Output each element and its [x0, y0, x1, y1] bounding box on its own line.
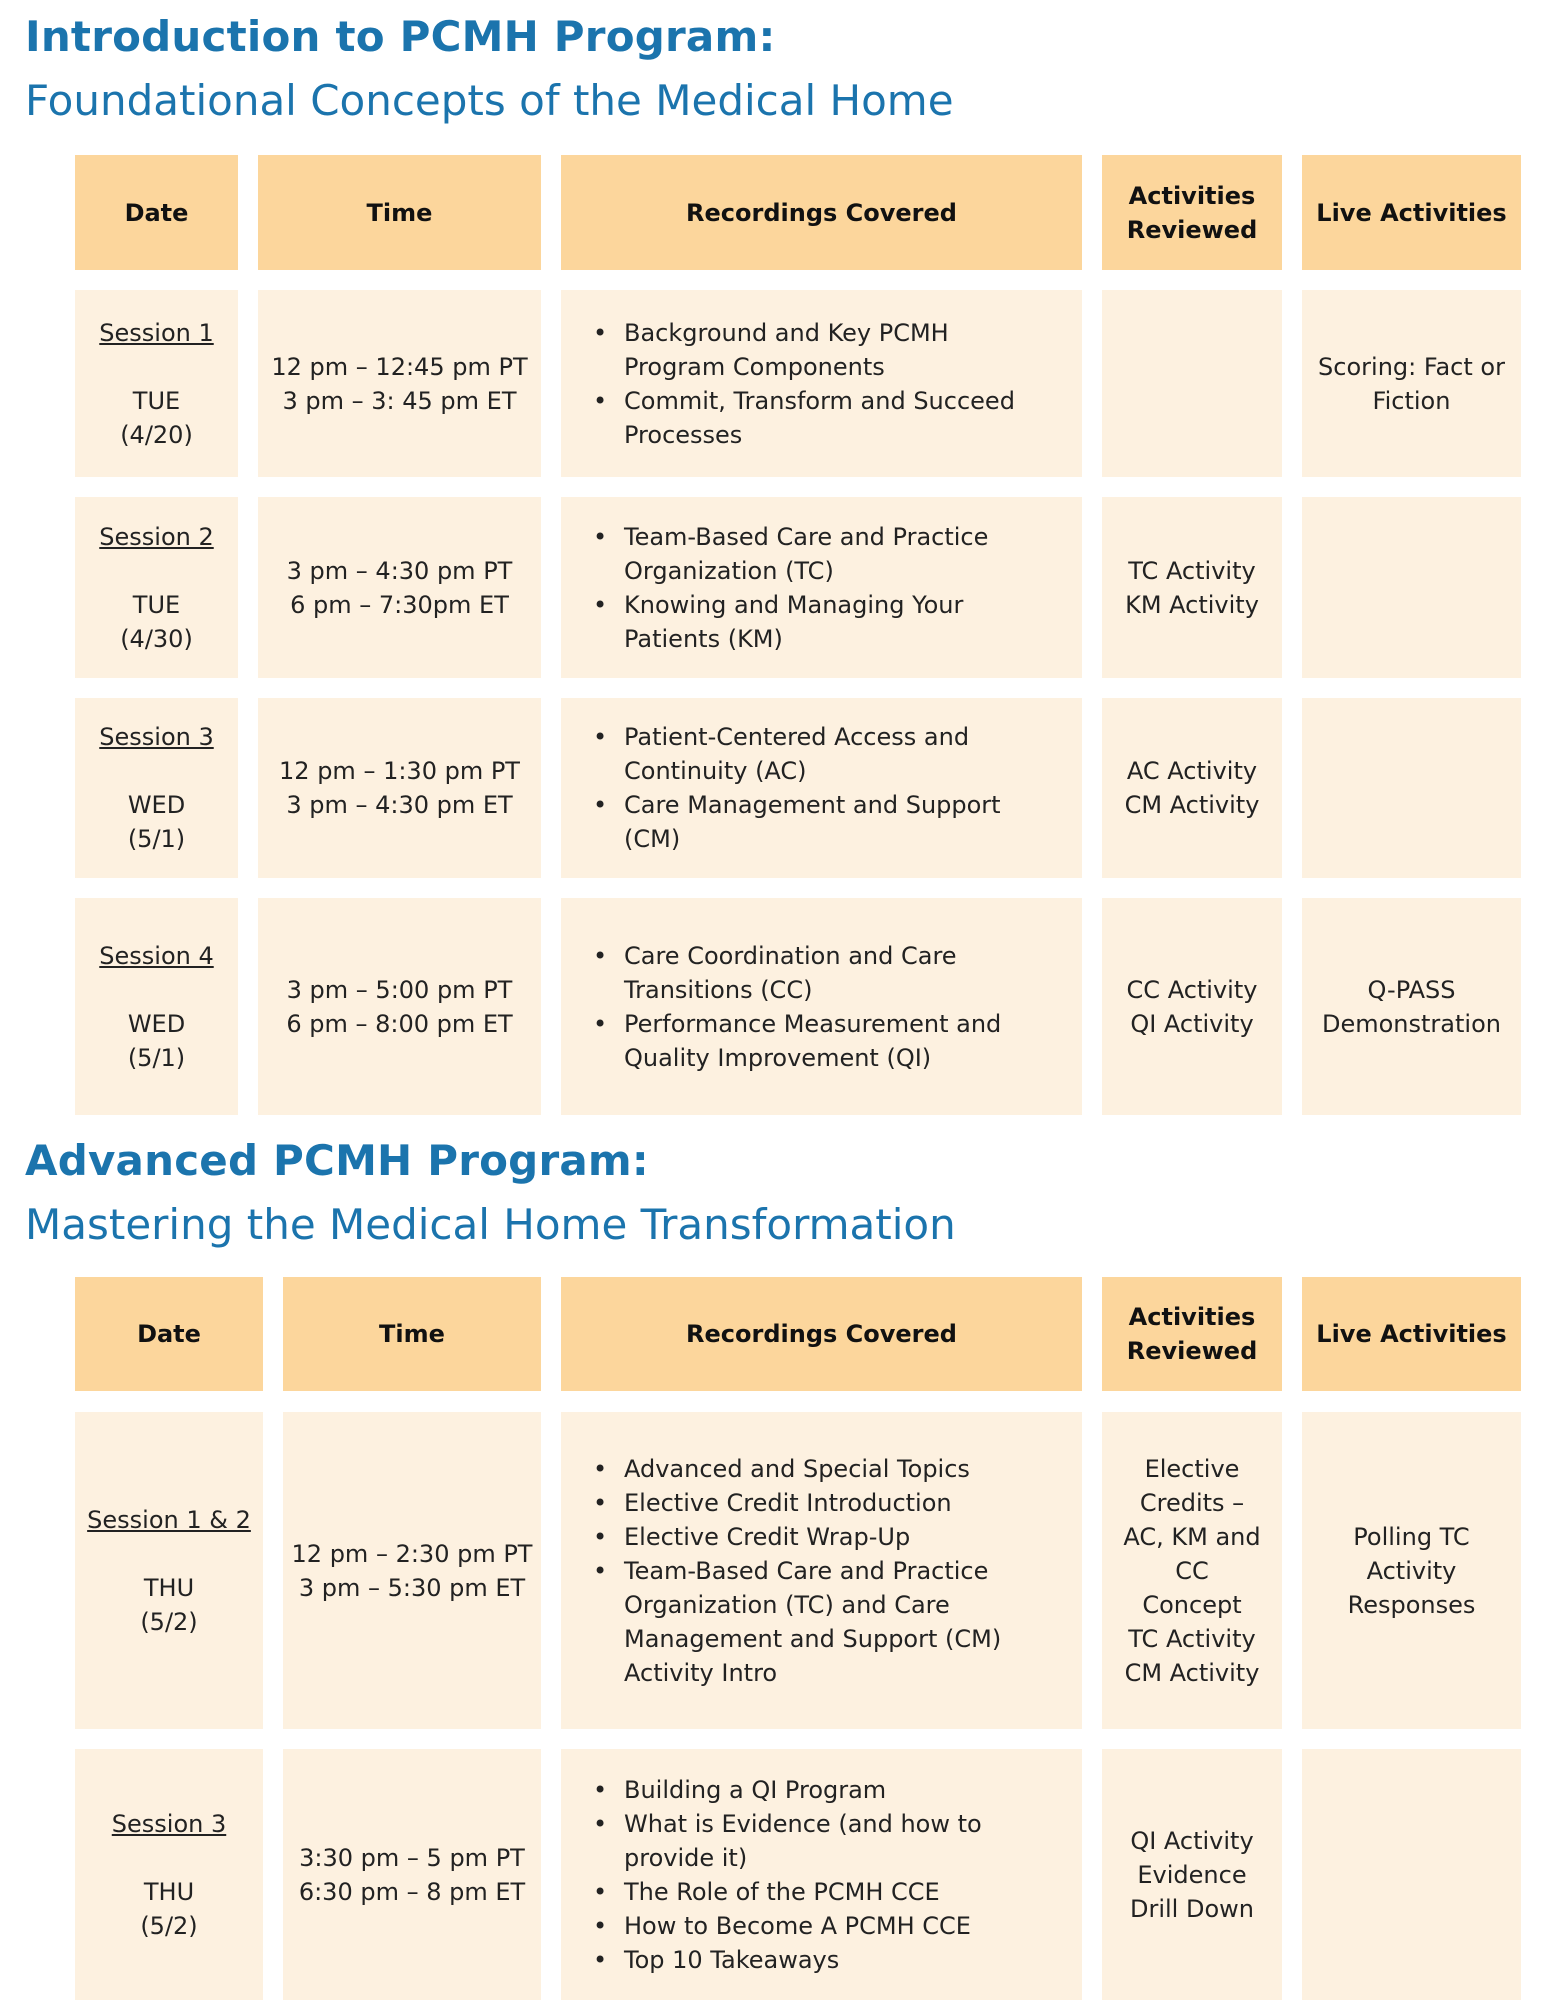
activity-line: TC Activity — [1128, 556, 1256, 585]
time-pt: 12 pm – 2:30 pm PT — [291, 1539, 533, 1568]
advanced-row1-activities — [1102, 1412, 1282, 1729]
session-label: Session 4 — [99, 941, 214, 970]
time-et: 3 pm – 3: 45 pm ET — [282, 386, 517, 415]
recording-item: • Team-Based Care and Practice Organization (TC) — [624, 520, 1054, 588]
intro-row3-activities — [1102, 698, 1282, 878]
live-line: Demonstration — [1322, 1009, 1501, 1038]
session-label: Session 3 — [111, 1809, 227, 1838]
recording-item: • Care Coordination and Care Transitions (CC) — [624, 939, 1070, 1007]
activity-line: KM Activity — [1125, 590, 1259, 619]
advanced-subtitle: Mastering the Medical Home Transformation — [25, 1200, 956, 1249]
advanced-title: Advanced PCMH Program: — [25, 1136, 649, 1185]
advanced-row1-recordings — [561, 1412, 1082, 1729]
intro-row2-live — [1302, 497, 1521, 678]
intro-row4-live — [1302, 898, 1521, 1115]
time-et: 6:30 pm – 8 pm ET — [298, 1877, 526, 1906]
session-day: THU — [143, 1877, 195, 1906]
recording-item: • Performance Measurement and Quality Improvement (QI) — [624, 1007, 1070, 1075]
activity-line: CM Activity — [1124, 1658, 1260, 1687]
advanced-row2-activities — [1102, 1749, 1282, 2000]
intro-subtitle: Foundational Concepts of the Medical Home — [25, 76, 954, 125]
recording-item: • How to Become A PCMH CCE — [624, 1909, 1044, 1943]
activity-line: AC, KM and — [1123, 1522, 1261, 1551]
live-line: Q-PASS — [1367, 975, 1456, 1004]
intro-header-activities — [1102, 155, 1282, 270]
recording-item: • Elective Credit Wrap-Up — [624, 1520, 1070, 1554]
time-et: 6 pm – 8:00 pm ET — [286, 1009, 513, 1038]
session-date: (5/1) — [127, 1043, 186, 1072]
advanced-row2-recordings — [561, 1749, 1082, 2000]
time-pt: 3:30 pm – 5 pm PT — [299, 1843, 525, 1872]
intro-row1-date — [75, 290, 238, 477]
recording-item: • Knowing and Managing Your Patients (KM) — [624, 588, 1054, 656]
session-date: (5/2) — [140, 1607, 198, 1636]
advanced-header-live: Live Activities — [1302, 1277, 1521, 1391]
recording-item: • Building a QI Program — [624, 1773, 1044, 1807]
intro-row1-time — [258, 290, 541, 477]
intro-title: Introduction to PCMH Program: — [25, 12, 776, 61]
session-date: (4/20) — [120, 420, 193, 449]
live-line: Scoring: Fact or — [1318, 352, 1505, 381]
intro-row3-recordings — [561, 698, 1082, 878]
intro-header-time: Time — [258, 155, 541, 270]
time-et: 3 pm – 5:30 pm ET — [298, 1573, 526, 1602]
advanced-header-activities — [1102, 1277, 1282, 1391]
recording-item: • Commit, Transform and Succeed Processes — [624, 384, 1024, 452]
intro-header-recordings: Recordings Covered — [561, 155, 1082, 270]
session-label: Session 1 — [99, 318, 214, 347]
advanced-row2-live — [1302, 1749, 1521, 2000]
live-line: Fiction — [1372, 386, 1451, 415]
advanced-header-activities-line2: Reviewed — [1126, 1337, 1258, 1365]
activity-line: CC — [1175, 1556, 1209, 1585]
activity-line: Concept — [1142, 1590, 1242, 1619]
activity-line: QI Activity — [1130, 1009, 1254, 1038]
intro-row2-activities — [1102, 497, 1282, 678]
advanced-row1-live — [1302, 1412, 1521, 1729]
activity-line: AC Activity — [1126, 757, 1258, 785]
intro-row4-recordings — [561, 898, 1082, 1115]
intro-row2-time — [258, 497, 541, 678]
live-line: Polling TC — [1353, 1522, 1470, 1551]
intro-header-activities-line2: Reviewed — [1126, 215, 1258, 244]
recording-item: • Elective Credit Introduction — [624, 1486, 1070, 1520]
session-date: (5/2) — [140, 1911, 198, 1940]
activity-line: QI Activity — [1130, 1826, 1254, 1855]
session-day: TUE — [132, 386, 181, 415]
intro-row1-live — [1302, 290, 1521, 477]
activity-line: Elective — [1144, 1454, 1240, 1483]
time-pt: 3 pm – 4:30 pm PT — [286, 556, 513, 585]
live-line: Responses — [1347, 1590, 1476, 1619]
intro-row3-live — [1302, 698, 1521, 878]
session-day: TUE — [132, 590, 181, 619]
intro-row1-activities — [1102, 290, 1282, 477]
intro-row4-date — [75, 898, 238, 1115]
intro-row4-activities — [1102, 898, 1282, 1115]
session-day: WED — [127, 791, 186, 819]
recording-item: • Team-Based Care and Practice Organization (TC) and Care Management and Support (CM) Activity Intro — [624, 1554, 1070, 1690]
advanced-header-recordings: Recordings Covered — [561, 1277, 1082, 1391]
session-date: (5/1) — [127, 825, 186, 853]
session-day: WED — [127, 1009, 186, 1038]
advanced-row1-time — [283, 1412, 541, 1729]
intro-row3-date — [75, 698, 238, 878]
advanced-header-date: Date — [75, 1277, 263, 1391]
time-pt: 12 pm – 1:30 pm PT — [279, 757, 520, 785]
session-label: Session 3 — [99, 723, 214, 751]
time-pt: 3 pm – 5:00 pm PT — [286, 975, 513, 1004]
intro-header-activities-line1: Activities — [1128, 181, 1256, 210]
intro-row4-time — [258, 898, 541, 1115]
session-label: Session 2 — [99, 522, 214, 551]
intro-row2-recordings — [561, 497, 1082, 678]
advanced-row2-date — [75, 1749, 263, 2000]
recording-item: • What is Evidence (and how to provide it) — [624, 1807, 1044, 1875]
time-et: 6 pm – 7:30pm ET — [290, 590, 509, 619]
session-date: (4/30) — [120, 624, 193, 653]
recording-item: • Top 10 Takeaways — [624, 1943, 1044, 1977]
activity-line: TC Activity — [1128, 1624, 1256, 1653]
advanced-row1-date — [75, 1412, 263, 1729]
recording-item: • Patient-Centered Access and Continuity (AC) — [624, 720, 1064, 788]
advanced-header-activities-line1: Activities — [1128, 1303, 1256, 1331]
advanced-header-time: Time — [283, 1277, 541, 1391]
activity-line: CM Activity — [1124, 791, 1260, 819]
intro-row2-date — [75, 497, 238, 678]
recording-item: • The Role of the PCMH CCE — [624, 1875, 1044, 1909]
advanced-row2-time — [283, 1749, 541, 2000]
intro-row1-recordings — [561, 290, 1082, 477]
live-line: Activity — [1366, 1556, 1457, 1585]
time-et: 3 pm – 4:30 pm ET — [286, 791, 513, 819]
session-day: THU — [143, 1573, 195, 1602]
activity-line: Credits – — [1139, 1488, 1245, 1517]
session-label: Session 1 & 2 — [87, 1505, 251, 1534]
activity-line: CC Activity — [1126, 975, 1258, 1004]
activity-line: Drill Down — [1130, 1894, 1254, 1923]
activity-line: Evidence — [1137, 1860, 1247, 1889]
intro-header-live: Live Activities — [1302, 155, 1521, 270]
recording-item: • Advanced and Special Topics — [624, 1452, 1070, 1486]
intro-header-date: Date — [75, 155, 238, 270]
intro-row3-time — [258, 698, 541, 878]
time-pt: 12 pm – 12:45 pm PT — [271, 352, 528, 381]
recording-item: • Care Management and Support (CM) — [624, 788, 1064, 856]
recording-item: • Background and Key PCMH Program Components — [624, 316, 1024, 384]
